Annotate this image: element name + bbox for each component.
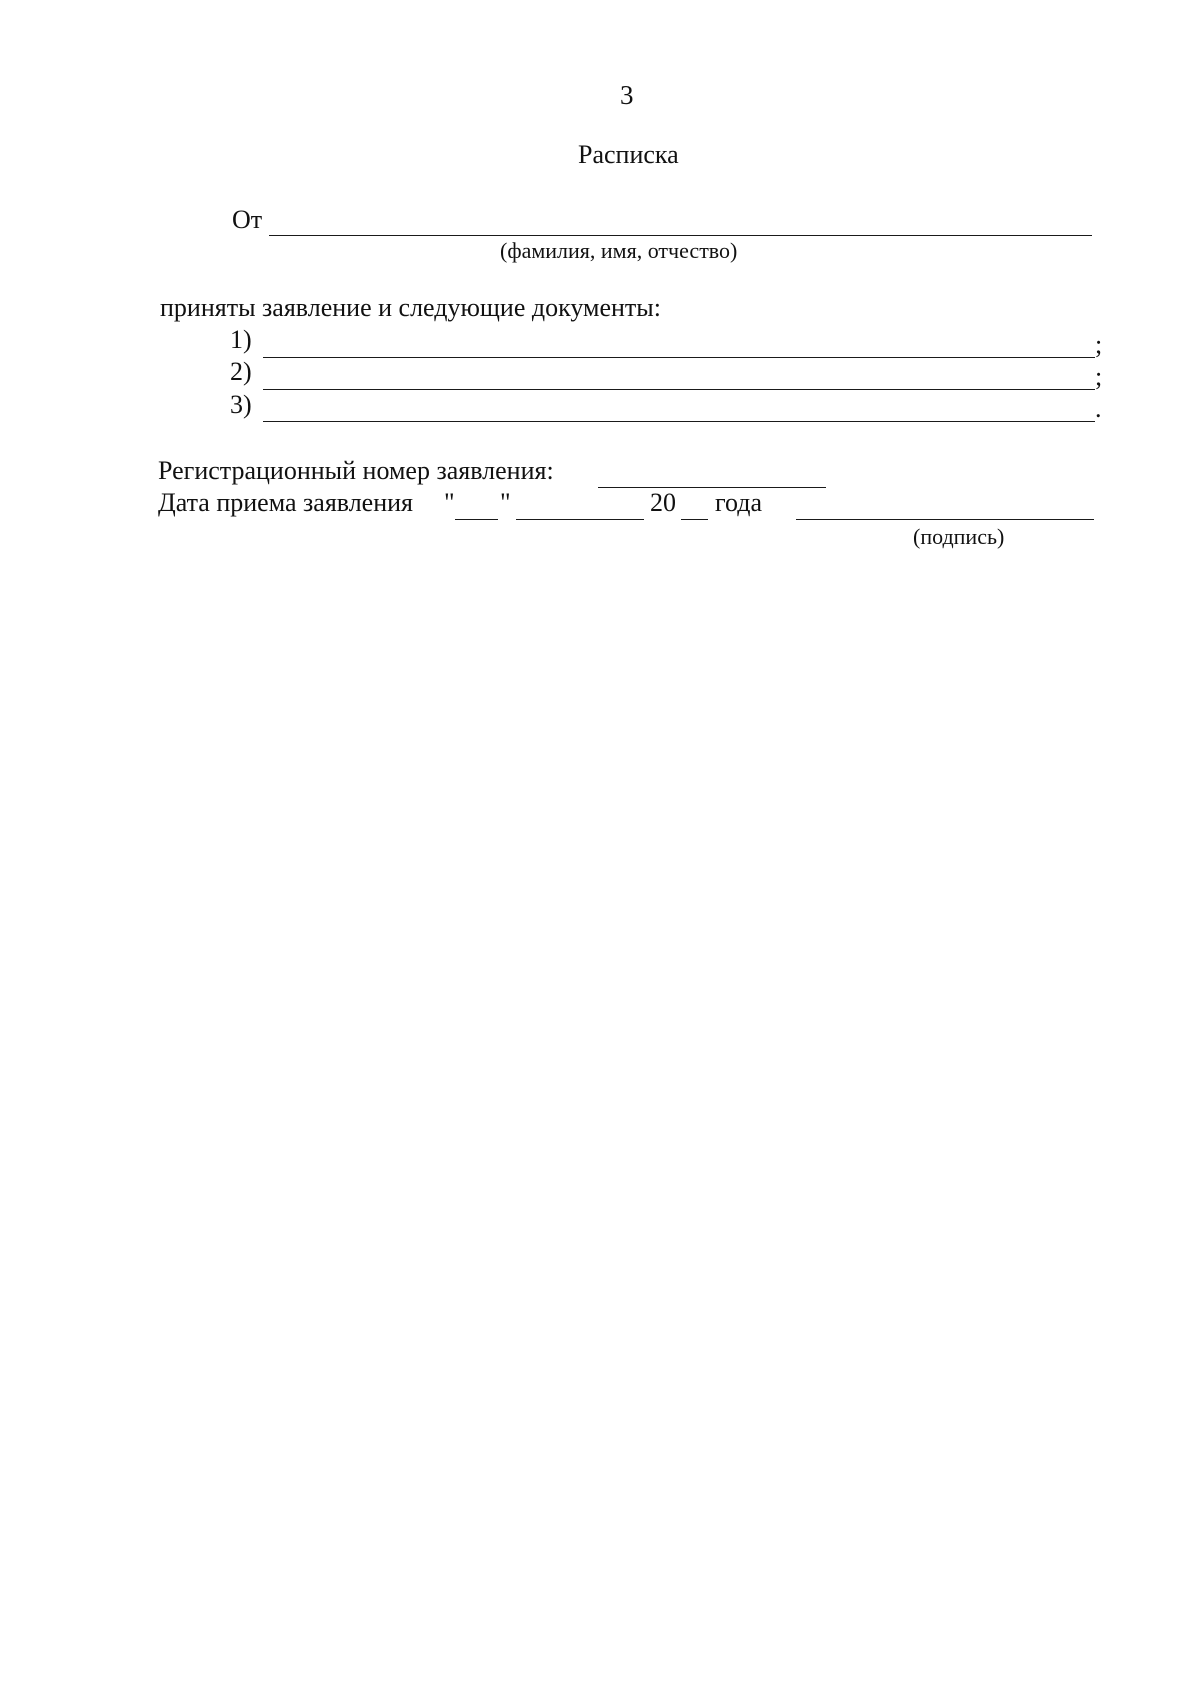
registration-number-line xyxy=(598,487,826,488)
document-item-line xyxy=(263,421,1095,422)
date-quote-close: " xyxy=(500,488,511,517)
document-item-line xyxy=(263,357,1095,358)
date-year-line xyxy=(681,519,708,520)
from-label: От xyxy=(232,205,263,234)
date-year-word: года xyxy=(715,488,763,517)
document-item-number: 2) xyxy=(230,357,252,386)
document-title: Расписка xyxy=(578,140,679,169)
registration-number-label: Регистрационный номер заявления: xyxy=(158,456,554,485)
document-item-line xyxy=(263,389,1095,390)
document-item-number: 1) xyxy=(230,325,252,354)
date-century: 20 xyxy=(650,488,676,517)
document-item-end: ; xyxy=(1095,362,1103,391)
page-number: 3 xyxy=(620,80,634,110)
date-quote-open: " xyxy=(444,488,455,517)
fio-caption: (фамилия, имя, отчество) xyxy=(500,238,738,263)
date-day-line xyxy=(455,519,498,520)
accepted-documents-text: приняты заявление и следующие документы: xyxy=(160,293,661,322)
from-name-line xyxy=(269,235,1092,236)
signature-line xyxy=(796,519,1094,520)
document-item-number: 3) xyxy=(230,390,252,419)
receipt-date-label: Дата приема заявления xyxy=(158,488,414,517)
date-month-line xyxy=(516,519,644,520)
signature-caption: (подпись) xyxy=(913,524,1005,549)
document-item-end: . xyxy=(1095,394,1102,423)
document-item-end: ; xyxy=(1095,330,1103,359)
